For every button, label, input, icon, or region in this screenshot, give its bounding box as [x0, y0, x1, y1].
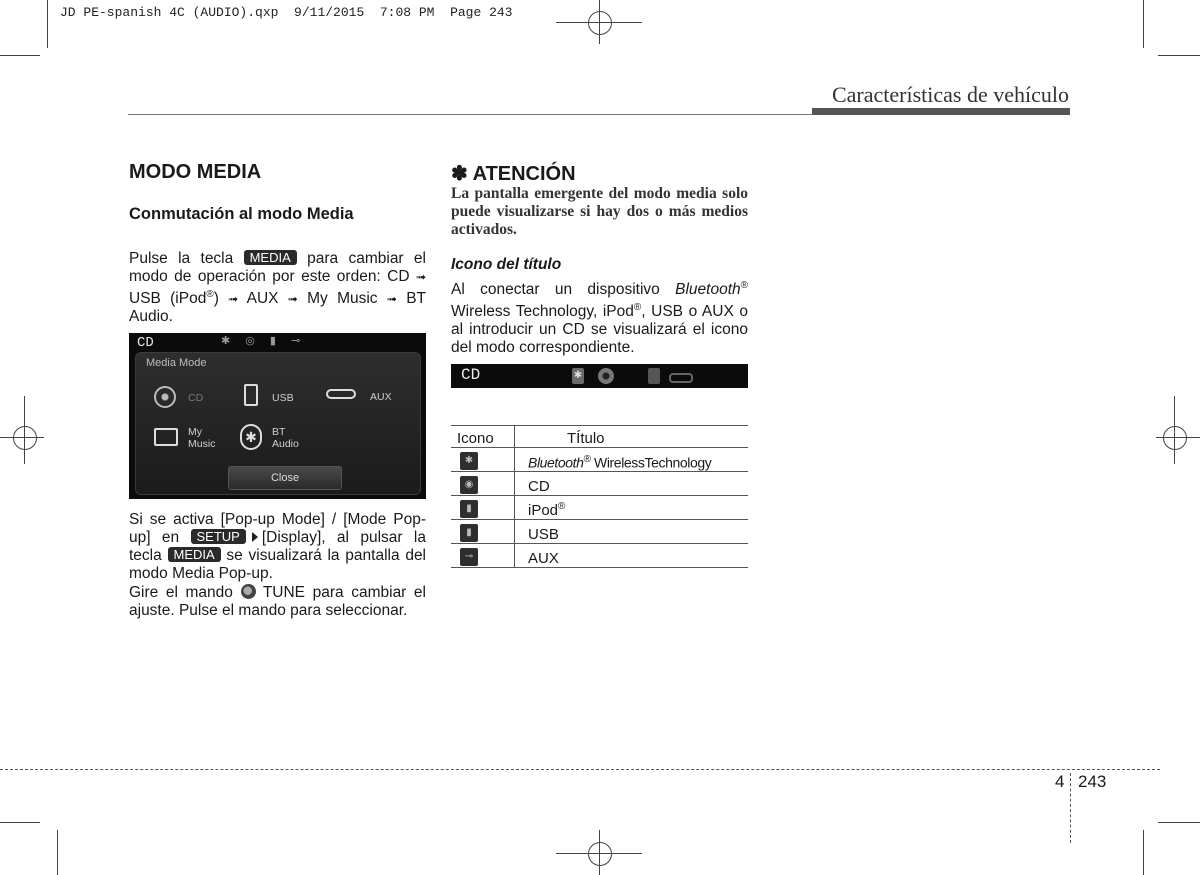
footer-rule: [0, 769, 1160, 770]
crop-mark: [1158, 55, 1200, 56]
registration-mark: [588, 842, 612, 866]
table-row: [451, 472, 748, 496]
bluetooth-icon: ✱: [572, 368, 584, 384]
text: , USB o AUX o al introducir un CD se visualizará el icono del modo correspondiente.: [451, 303, 748, 357]
icon-title-table: [451, 425, 748, 568]
registered-mark: ®: [633, 302, 642, 314]
table-header: Icono: [451, 426, 515, 448]
arrow-icon: ➟: [287, 292, 298, 307]
media-key-label: MEDIA: [244, 250, 297, 265]
text: iPod: [528, 502, 559, 519]
registered-mark: ®: [206, 289, 214, 300]
paragraph-intro: [129, 250, 426, 326]
section-title: Características de vehículo: [831, 82, 1069, 107]
registration-mark: [13, 426, 37, 450]
footer-divider: [1070, 773, 1071, 843]
header-rule: [128, 114, 812, 115]
media-mode-panel: [135, 352, 421, 495]
table-cell: CD: [515, 472, 749, 496]
crop-mark: [1158, 822, 1200, 823]
option-label: My: [188, 426, 202, 438]
usb-icon: [648, 368, 660, 384]
crop-mark: [1143, 0, 1144, 48]
text: USB (iPod: [129, 290, 207, 308]
tune-knob-icon: [241, 584, 256, 599]
page-number: 243: [1078, 772, 1107, 791]
table-cell: [451, 520, 515, 544]
registration-mark: [599, 830, 600, 875]
table-cell: [451, 544, 515, 568]
usb-icon: [244, 384, 258, 406]
media-mode-screen: [129, 333, 426, 499]
cd-icon: [598, 368, 614, 384]
attention-heading: ✽ ATENCIÓN: [451, 163, 576, 185]
registration-mark: [0, 437, 44, 438]
text: Bluetooth: [528, 455, 584, 471]
close-button[interactable]: Close: [228, 466, 342, 490]
cd-icon: [154, 386, 176, 408]
registered-mark: ®: [740, 280, 748, 291]
table-row: [451, 544, 748, 568]
text: se visualizará la pantalla del modo Media Pop-up.: [129, 547, 427, 582]
crop-mark: [0, 822, 40, 823]
option-label: Music: [188, 438, 216, 450]
paragraph-popup: [129, 511, 426, 583]
registration-mark: [24, 396, 25, 464]
bluetooth-icon: ✱: [240, 424, 262, 450]
folder-icon: [154, 428, 178, 446]
registration-mark: [588, 11, 612, 35]
text: TUNE para cambiar el ajuste. Pulse el mando para seleccionar.: [129, 584, 426, 619]
ipod-icon: ▮: [460, 500, 478, 518]
crop-mark: [47, 0, 48, 48]
aux-icon: [669, 373, 693, 383]
chapter-number: 4: [1055, 772, 1065, 791]
table-cell: [451, 472, 515, 496]
arrow-right-icon: [252, 532, 258, 542]
registration-mark: [1174, 396, 1175, 464]
option-label: AUX: [370, 391, 392, 403]
text: Si se activa [Pop-up Mode] / [Mode Pop-up] en: [129, 511, 426, 546]
arrow-icon: ➟: [386, 292, 397, 307]
crop-mark: [57, 830, 58, 875]
crop-mark: [0, 55, 40, 56]
subheading: Conmutación al modo Media: [129, 205, 354, 223]
table-cell: [451, 496, 515, 520]
table-row: [451, 448, 748, 472]
paragraph-tune: [129, 584, 426, 620]
text: [Display], al pulsar la tecla: [129, 529, 426, 564]
text: Wireless Technology, iPod: [451, 303, 634, 321]
status-bar-label: CD: [461, 366, 481, 384]
media-key-label: MEDIA: [168, 547, 221, 562]
text: para cambiar el modo de operación por este orden: CD: [129, 250, 426, 285]
option-label: Audio: [272, 438, 299, 450]
option-label: BT: [272, 426, 286, 438]
header-bar: [812, 108, 1070, 115]
table-header: TÍtulo: [515, 426, 749, 448]
print-slug: JD PE-spanish 4C (AUDIO).qxp 9/11/2015 7:08 PM Page 243: [60, 5, 513, 20]
text: Bluetooth: [675, 281, 741, 299]
option-label: USB: [272, 392, 294, 404]
aux-icon: [326, 389, 356, 399]
crop-mark: [1143, 830, 1144, 875]
aux-icon: ⊸: [460, 548, 478, 566]
table-cell: [515, 496, 749, 520]
arrow-icon: ➟: [415, 270, 426, 284]
setup-key-label: SETUP: [191, 529, 246, 544]
text: AUX: [246, 290, 279, 308]
paragraph-icon-title: [451, 277, 748, 357]
registered-mark: ®: [558, 501, 566, 512]
registered-mark: ®: [583, 454, 591, 466]
table-header-row: [451, 426, 748, 448]
status-icons: ✱ ◎ ▮ ⊸: [221, 335, 307, 347]
cd-icon: ◉: [460, 476, 478, 494]
text: WirelessTechnology: [590, 455, 712, 471]
usb-icon: ▮: [460, 524, 478, 542]
icon-title-heading: Icono del título: [451, 256, 562, 273]
table-row: [451, 496, 748, 520]
bluetooth-icon: ✱: [460, 452, 478, 470]
screen-title: CD: [137, 335, 154, 351]
table-row: [451, 520, 748, 544]
table-cell: AUX: [515, 544, 749, 568]
text: ): [213, 290, 219, 308]
text: Gire el mando: [129, 584, 233, 601]
status-bar-screen: [451, 364, 748, 388]
text: Al conectar un dispositivo: [451, 281, 660, 299]
option-label: CD: [188, 392, 204, 404]
registration-mark: [1163, 426, 1187, 450]
registration-mark: [599, 0, 600, 44]
panel-title: Media Mode: [146, 357, 207, 369]
table-cell: [515, 448, 749, 472]
attention-text: La pantalla emergente del modo media solo puede visualizarse si hay dos o más medios activados.: [451, 185, 748, 238]
arrow-icon: ➟: [228, 292, 239, 307]
table-cell: [451, 448, 515, 472]
page-heading: MODO MEDIA: [129, 161, 262, 183]
text: BT Audio.: [129, 290, 426, 326]
registration-mark: [1156, 437, 1200, 438]
table-cell: USB: [515, 520, 749, 544]
text: My Music: [307, 290, 378, 308]
text: Pulse la tecla: [129, 250, 234, 267]
